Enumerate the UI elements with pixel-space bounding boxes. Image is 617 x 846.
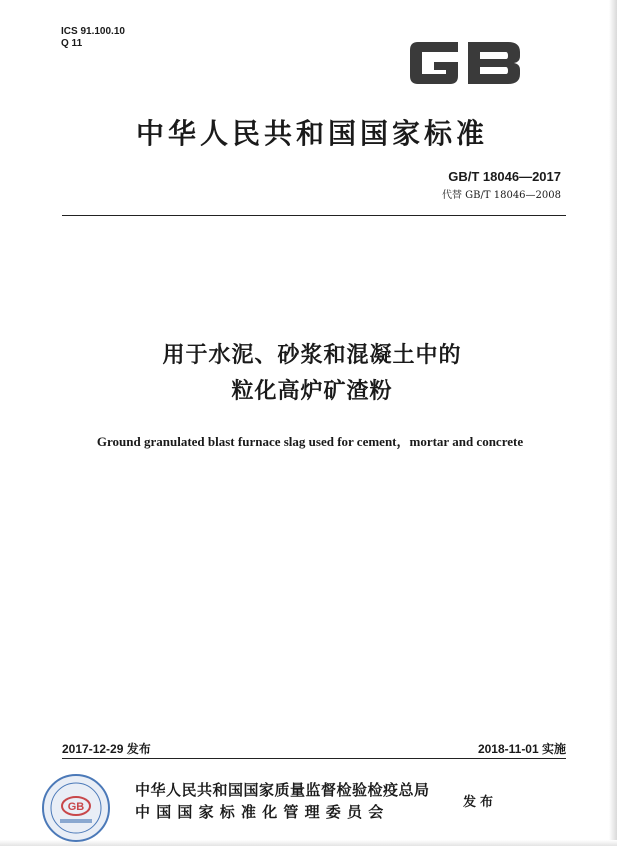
replaces-standard: 代替 GB/T 18046—2008 bbox=[442, 190, 561, 201]
category-code: Q 11 bbox=[61, 38, 83, 49]
standard-number: GB/T 18046—2017 bbox=[448, 169, 561, 184]
issuer-line-2: 中国国家标准化管理委员会 bbox=[135, 803, 390, 821]
issuer-line-1: 中华人民共和国国家质量监督检验检疫总局 bbox=[135, 781, 430, 799]
top-divider bbox=[62, 215, 566, 216]
chinese-title-line-1: 用于水泥、砂浆和混凝土中的 bbox=[162, 343, 462, 368]
classification-codes bbox=[61, 26, 125, 50]
scan-edge-shadow bbox=[609, 0, 617, 846]
gb-logo bbox=[404, 36, 526, 90]
national-standard-title: 中华人民共和国国家标准 bbox=[135, 117, 488, 150]
english-title: Ground granulated blast furnace slag used for cement，mortar and concrete bbox=[96, 434, 524, 449]
svg-text:GB: GB bbox=[67, 801, 85, 813]
certification-seal-icon bbox=[40, 772, 112, 844]
implementation-date: 2018-11-01 实施 bbox=[477, 742, 566, 756]
issued-label: 发布 bbox=[463, 795, 498, 810]
chinese-title-line-2: 粒化高炉矿渣粉 bbox=[231, 379, 393, 404]
ics-code: ICS 91.100.10 bbox=[61, 26, 125, 37]
bottom-divider bbox=[62, 758, 566, 759]
issue-date: 2017-12-29 发布 bbox=[62, 742, 151, 756]
